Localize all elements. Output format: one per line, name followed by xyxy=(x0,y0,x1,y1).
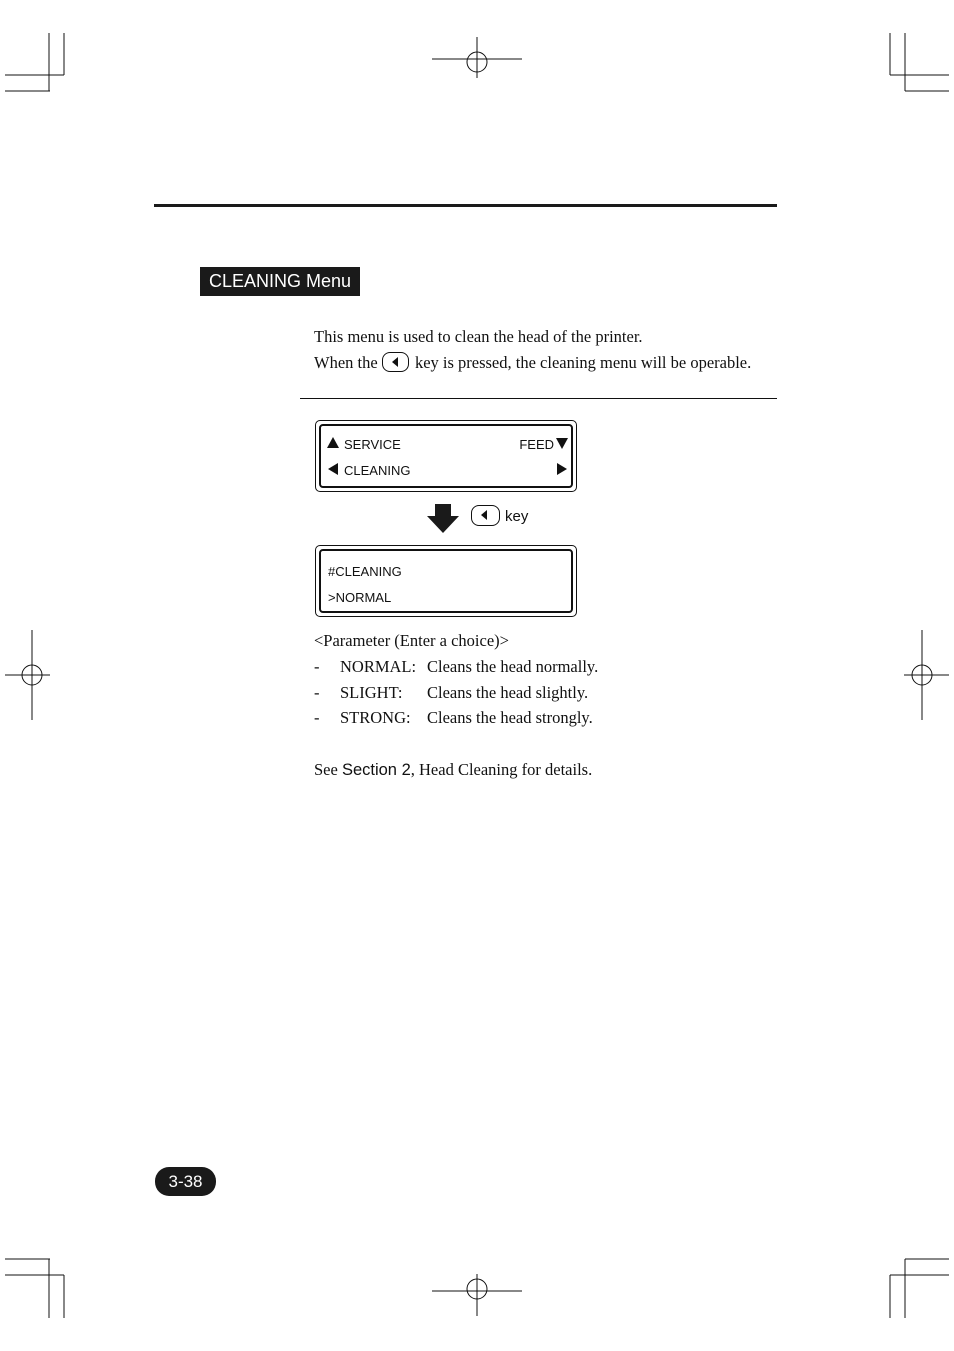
intro-line-2-end: key is pressed, the cleaning menu will be operable. xyxy=(414,353,752,372)
param-desc: Cleans the head normally. xyxy=(427,657,599,676)
param-name: SLIGHT: xyxy=(340,683,403,702)
lcd-row1-left: SERVICE xyxy=(344,437,401,452)
see-rest: , Head Cleaning for details. xyxy=(410,760,593,779)
bullet: - xyxy=(314,683,320,702)
parameter-item xyxy=(314,708,593,728)
right-arrow-icon xyxy=(557,463,567,475)
down-transition-arrow-icon xyxy=(426,504,460,534)
intro-line-2 xyxy=(314,352,751,373)
key-label: key xyxy=(505,508,529,525)
lcd-row2-left: CLEANING xyxy=(344,463,411,478)
intro-line-2-start: When the xyxy=(314,353,378,372)
lcd2-row1: #CLEANING xyxy=(328,564,402,579)
parameter-heading: <Parameter (Enter a choice)> xyxy=(314,631,509,650)
param-desc: Cleans the head slightly. xyxy=(427,683,589,702)
parameter-item xyxy=(314,657,599,677)
left-arrow-key-icon-small xyxy=(471,505,500,526)
param-name: STRONG: xyxy=(340,708,411,727)
section-reference: Section 2 xyxy=(341,761,411,779)
page-number: 3-38 xyxy=(155,1167,216,1196)
bullet: - xyxy=(314,657,320,676)
section-title: CLEANING Menu xyxy=(200,267,360,296)
up-arrow-icon xyxy=(327,437,339,448)
parameter-item xyxy=(314,683,589,703)
header-rule xyxy=(154,204,777,207)
param-desc: Cleans the head strongly. xyxy=(427,708,593,727)
left-arrow-icon xyxy=(328,463,338,475)
divider xyxy=(300,398,777,399)
down-arrow-icon xyxy=(556,438,568,449)
left-arrow-key-icon xyxy=(382,352,409,372)
bullet: - xyxy=(314,708,320,727)
lcd-row1-right: FEED xyxy=(519,437,554,452)
see-section-note xyxy=(314,760,592,780)
param-name: NORMAL: xyxy=(340,657,417,676)
lcd-display-cleaning xyxy=(315,545,577,617)
intro-line-1: This menu is used to clean the head of the printer. xyxy=(314,327,643,346)
lcd2-row2: >NORMAL xyxy=(328,590,392,605)
lcd-display-service xyxy=(315,420,577,492)
see-text: See xyxy=(314,760,338,779)
